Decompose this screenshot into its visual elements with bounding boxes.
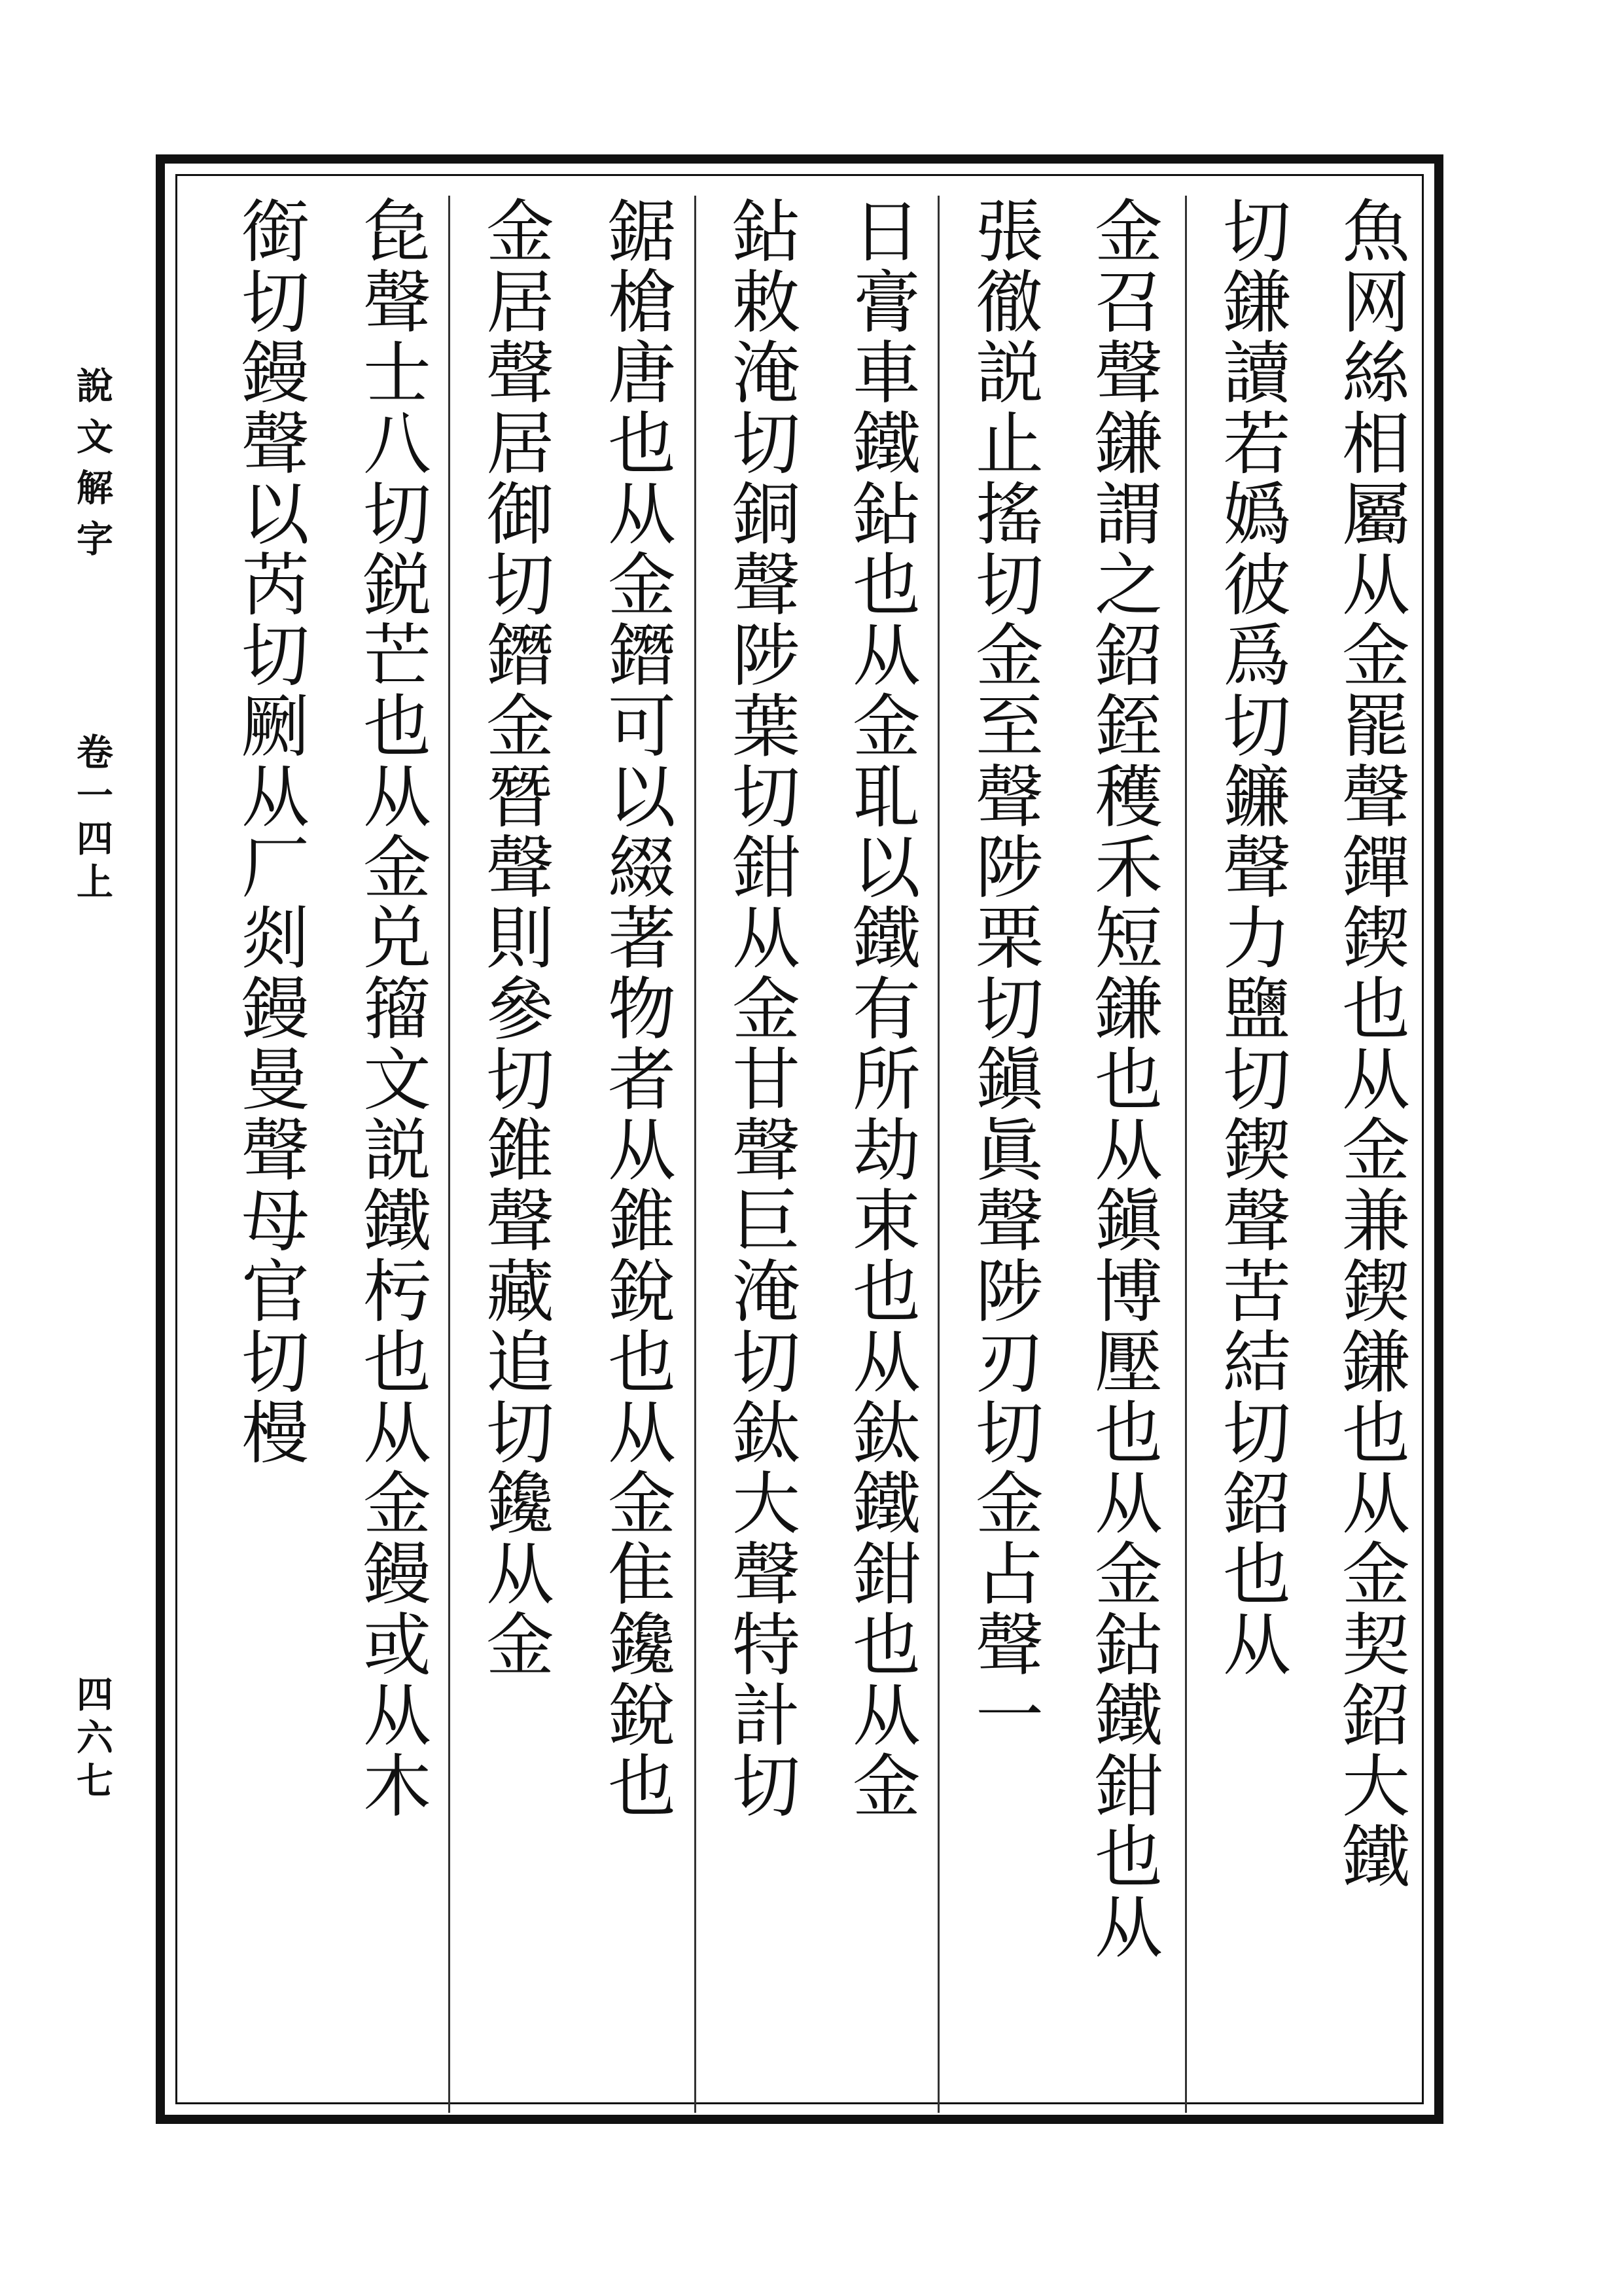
text-column-9: 㲋聲士八切鋭芒也从金兑籀文説鐵杇也从金鏝或从木	[351, 196, 431, 1821]
page-frame-inner-rule	[175, 174, 1424, 2104]
text-column-2: 切鎌讀若嬀彼爲切鐮聲力鹽切鍥聲苦結切鉊也从	[1211, 196, 1291, 1680]
text-column-6: 鉆敕淹切銅聲陟葉切鉗从金甘聲巨淹切鈦大聲特計切	[720, 196, 800, 1821]
page-number: 四六七	[71, 1675, 113, 1805]
text-column-3: 金召聲鎌謂之鉊銍穫禾短鎌也从鎭博壓也从金鈷鐵鉗也从	[1083, 196, 1163, 1962]
text-column-1: 魚网絲相屬从金罷聲𨭐鍥也从金兼鍥鎌也从金契鉊大鐵	[1330, 196, 1410, 1892]
book-title: 說文解字	[71, 366, 113, 571]
column-divider	[1185, 196, 1187, 2113]
text-column-8: 金居聲居御切鐕金朁聲則參切錐聲藏追切鑱从金	[474, 196, 554, 1680]
text-column-7: 鋸槍唐也从金鐕可以綴著物者从錐銳也从金隹鑱銳也	[596, 196, 676, 1821]
text-column-10: 銜切鏝聲以芮切劂从厂剡鏝曼聲母官切槾	[230, 196, 309, 1468]
page-frame	[156, 154, 1443, 2124]
text-column-4: 張徹説止搖切金至聲陟栗切鎭眞聲陟刃切金占聲一	[964, 196, 1044, 1750]
text-column-5: 日膏車鐵鉆也从金耴以鐵有所劫束也从鈦鐵鉗也从金	[841, 196, 921, 1821]
volume-label: 卷一四上	[71, 733, 113, 906]
